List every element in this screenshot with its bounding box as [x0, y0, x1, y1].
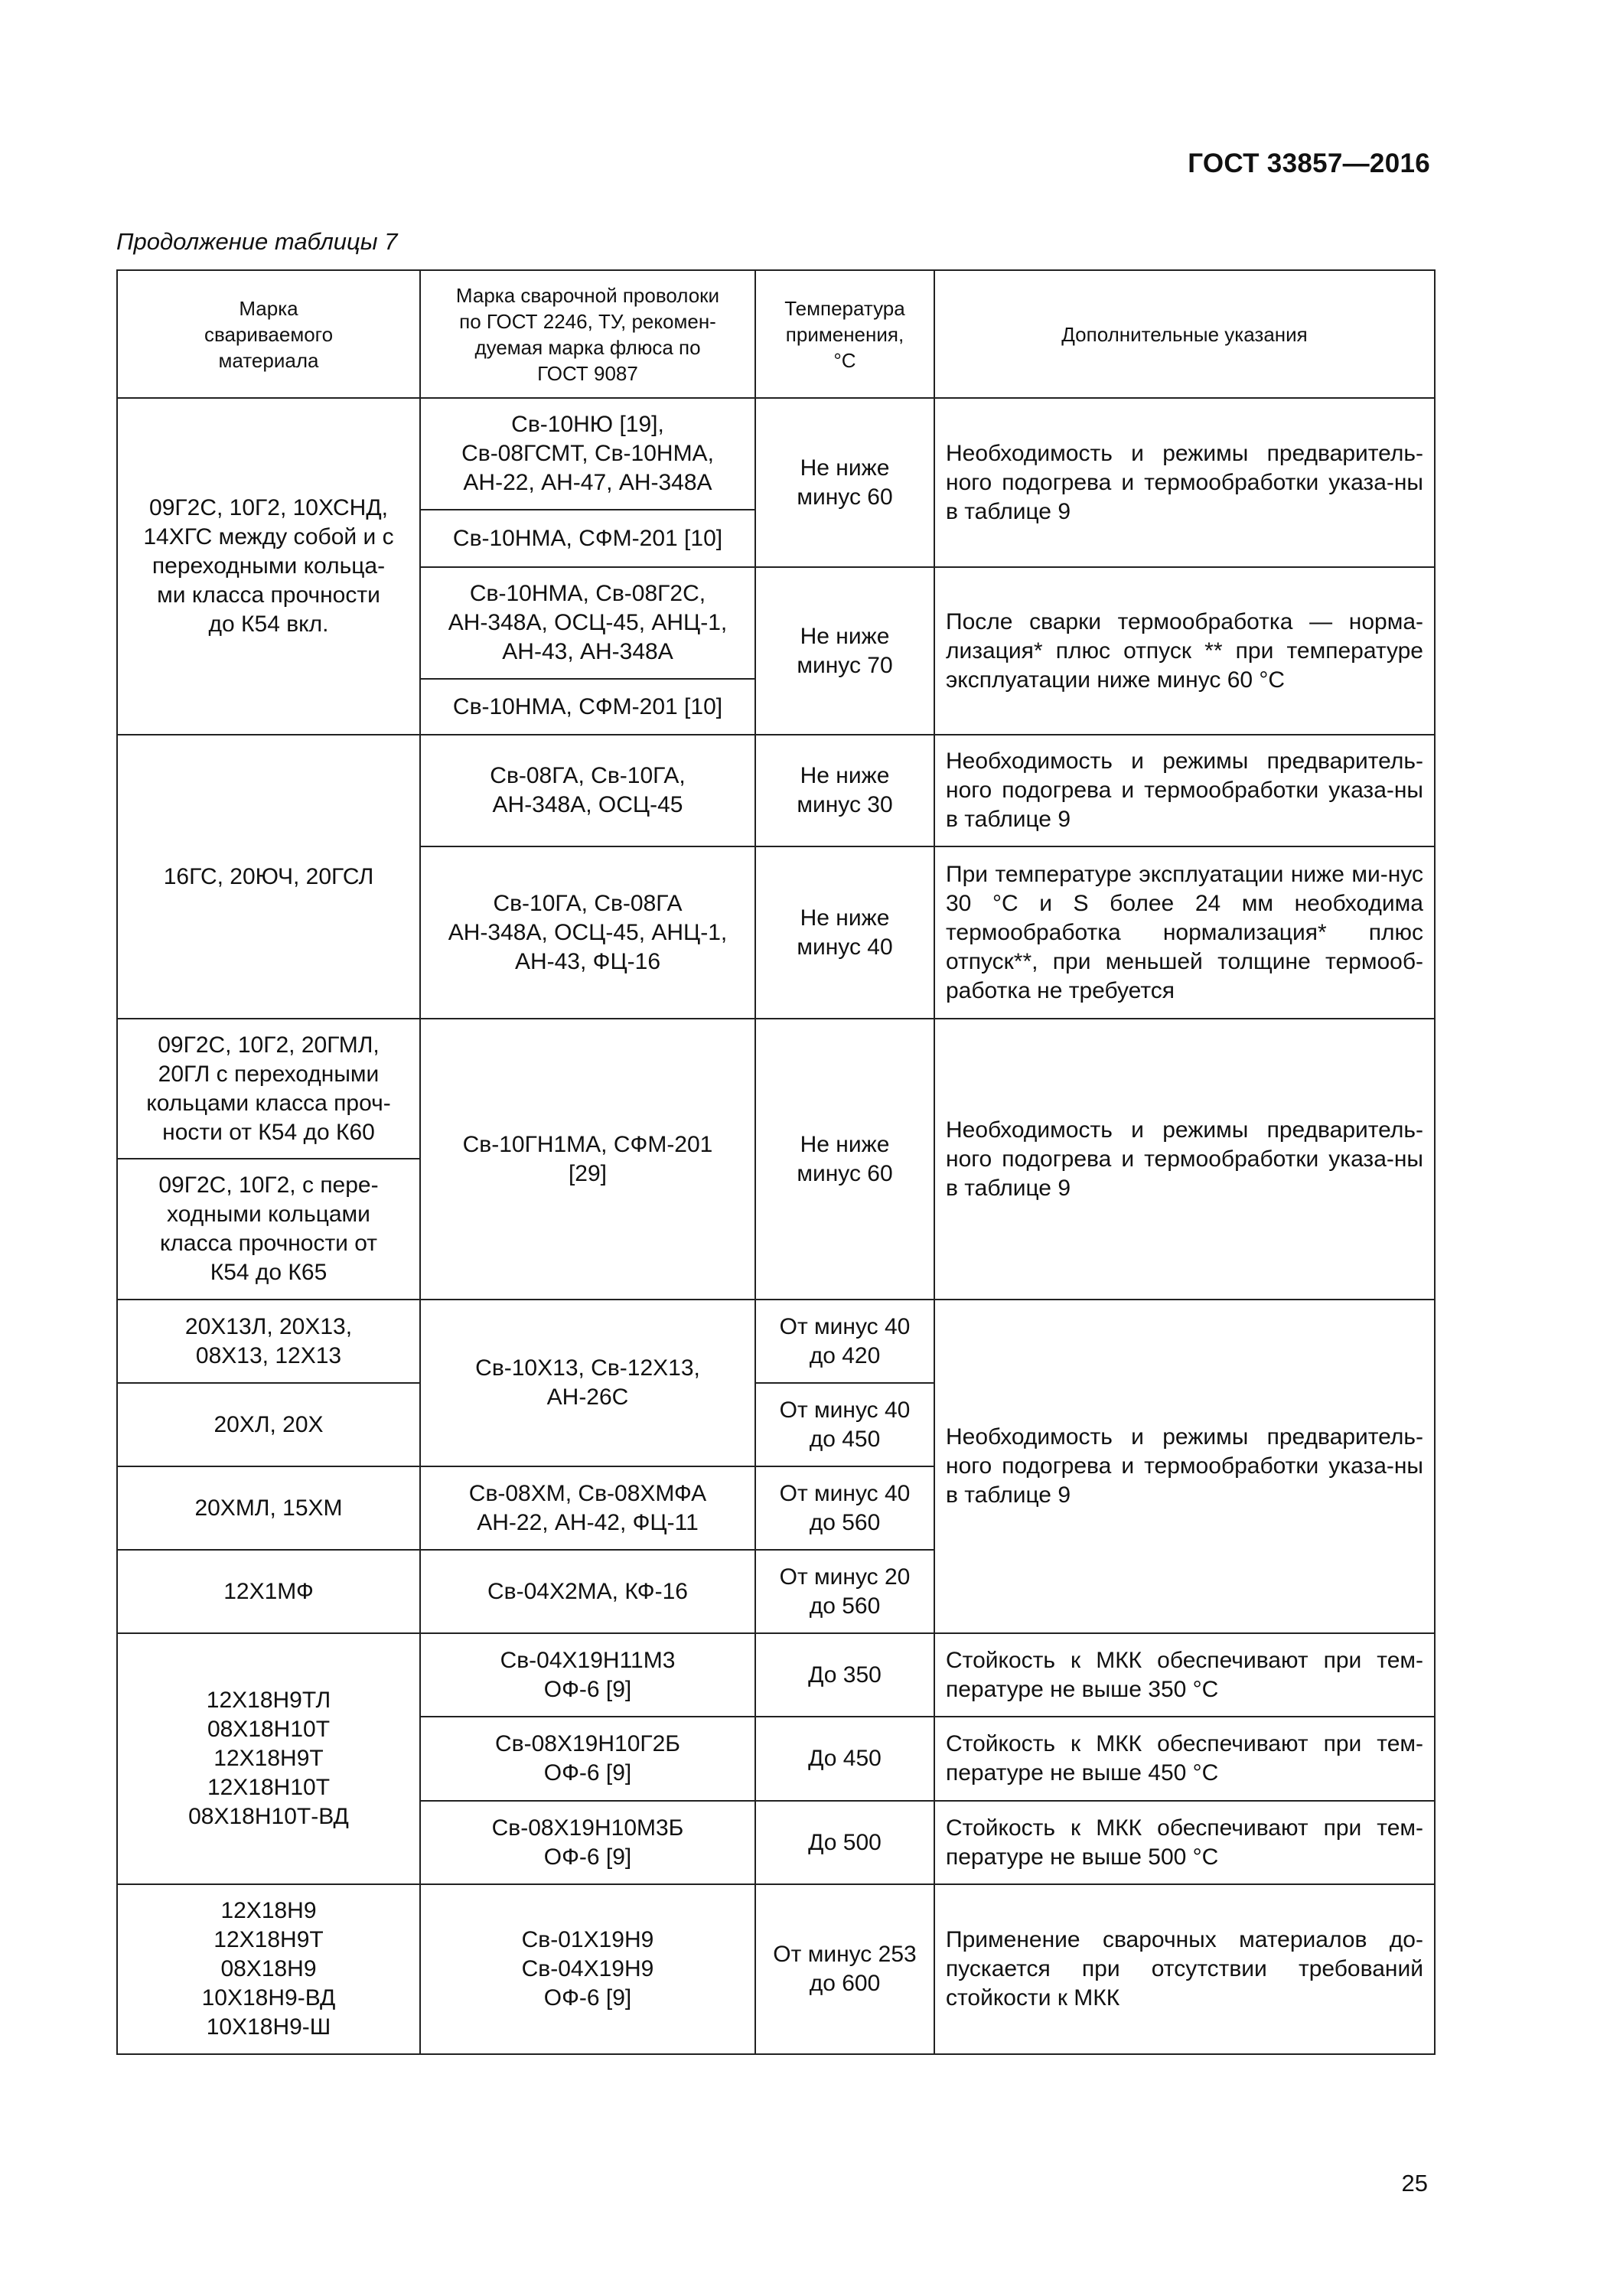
note-cell: После сварки термообработка — норма-лизация* плюс отпуск ** при температуре эксплуатации ниже минус 60 °С [934, 567, 1435, 735]
table-header-row [117, 270, 1435, 398]
column-header: Марка сварочной проволоки по ГОСТ 2246, ТУ, рекомен- дуемая марка флюса по ГОСТ 9087 [420, 270, 755, 398]
note-cell: Необходимость и режимы предваритель-ного подогрева и термообработки указа-ны в таблице 9 [934, 1019, 1435, 1300]
welding-materials-table [116, 269, 1436, 2055]
temperature-cell: От минус 40 до 560 [755, 1466, 934, 1550]
material-cell: 20ХЛ, 20Х [117, 1383, 420, 1466]
page-number: 25 [1401, 2170, 1428, 2197]
material-cell: 20Х13Л, 20Х13, 08Х13, 12Х13 [117, 1300, 420, 1383]
table-row [117, 1884, 1435, 2054]
temperature-cell: До 450 [755, 1717, 934, 1801]
temperature-cell: Не ниже минус 30 [755, 735, 934, 846]
wire-cell: Св-10НМА, Св-08Г2С, АН-348А, ОСЦ-45, АНЦ-1, АН-43, АН-348А [420, 567, 755, 679]
table-row [117, 1633, 1435, 1717]
wire-cell: Св-10ГА, Св-08ГА АН-348А, ОСЦ-45, АНЦ-1, АН-43, ФЦ-16 [420, 846, 755, 1019]
wire-cell: Св-10НЮ [19], Св-08ГСМТ, Св-10НМА, АН-22, АН-47, АН-348А [420, 398, 755, 510]
note-cell: Необходимость и режимы предваритель-ного подогрева и термообработки указа-ны в таблице 9 [934, 735, 1435, 846]
wire-cell: Св-10Х13, Св-12Х13, АН-26С [420, 1300, 755, 1466]
note-cell: Стойкость к МКК обеспечивают при тем-пературе не выше 350 °С [934, 1633, 1435, 1717]
column-header: Марка свариваемого материала [117, 270, 420, 398]
column-header: Температура применения, °С [755, 270, 934, 398]
temperature-cell: От минус 20 до 560 [755, 1550, 934, 1633]
note-cell: Применение сварочных материалов до-пускается при отсутствии требований стойкости к МКК [934, 1884, 1435, 2054]
temperature-cell: Не ниже минус 70 [755, 567, 934, 735]
table-row [117, 398, 1435, 510]
note-cell: Стойкость к МКК обеспечивают при тем-пературе не выше 450 °С [934, 1717, 1435, 1801]
temperature-cell: До 350 [755, 1633, 934, 1717]
wire-cell: Св-04Х19Н11М3 ОФ-6 [9] [420, 1633, 755, 1717]
temperature-cell: Не ниже минус 60 [755, 1019, 934, 1300]
table-row [117, 1019, 1435, 1159]
wire-cell: Св-08ГА, Св-10ГА, АН-348А, ОСЦ-45 [420, 735, 755, 846]
material-cell: 12Х18Н9 12Х18Н9Т 08Х18Н9 10Х18Н9-ВД 10Х18Н9-Ш [117, 1884, 420, 2054]
material-cell: 09Г2С, 10Г2, 10ХСНД, 14ХГС между собой и с переходными кольца- ми класса прочности до К54 вкл. [117, 398, 420, 735]
wire-cell: Св-08Х19Н10М3Б ОФ-6 [9] [420, 1801, 755, 1884]
note-cell: Необходимость и режимы предваритель-ного подогрева и термообработки указа-ны в таблице 9 [934, 398, 1435, 567]
temperature-cell: От минус 40 до 420 [755, 1300, 934, 1383]
table-row [117, 735, 1435, 846]
wire-cell: Св-10НМА, СФМ-201 [10] [420, 679, 755, 735]
material-cell: 12Х18Н9ТЛ 08Х18Н10Т 12Х18Н9Т 12Х18Н10Т 08Х18Н10Т-ВД [117, 1633, 420, 1884]
table-row [117, 1300, 1435, 1383]
temperature-cell: От минус 253 до 600 [755, 1884, 934, 2054]
wire-cell: Св-01Х19Н9 Св-04Х19Н9 ОФ-6 [9] [420, 1884, 755, 2054]
document-number: ГОСТ 33857—2016 [1188, 148, 1430, 178]
wire-cell: Св-10НМА, СФМ-201 [10] [420, 510, 755, 567]
note-cell: При температуре эксплуатации ниже ми-нус 30 °С и S более 24 мм необходима термообработка нормализация* плюс отпуск**, при меньшей толщине термооб-работка не требуется [934, 846, 1435, 1019]
temperature-cell: От минус 40 до 450 [755, 1383, 934, 1466]
material-cell: 20ХМЛ, 15ХМ [117, 1466, 420, 1550]
temperature-cell: Не ниже минус 40 [755, 846, 934, 1019]
note-cell: Стойкость к МКК обеспечивают при тем-пературе не выше 500 °С [934, 1801, 1435, 1884]
wire-cell: Св-04Х2МА, КФ-16 [420, 1550, 755, 1633]
note-cell: Необходимость и режимы предваритель-ного подогрева и термообработки указа-ны в таблице 9 [934, 1300, 1435, 1633]
temperature-cell: Не ниже минус 60 [755, 398, 934, 567]
wire-cell: Св-10ГН1МА, СФМ-201 [29] [420, 1019, 755, 1300]
material-cell: 09Г2С, 10Г2, с пере- ходными кольцами класса прочности от К54 до К65 [117, 1159, 420, 1300]
material-cell: 16ГС, 20ЮЧ, 20ГСЛ [117, 735, 420, 1019]
material-cell: 12Х1МФ [117, 1550, 420, 1633]
wire-cell: Св-08Х19Н10Г2Б ОФ-6 [9] [420, 1717, 755, 1801]
temperature-cell: До 500 [755, 1801, 934, 1884]
table-continuation-caption: Продолжение таблицы 7 [116, 228, 398, 255]
material-cell: 09Г2С, 10Г2, 20ГМЛ, 20ГЛ с переходными кольцами класса проч- ности от К54 до К60 [117, 1019, 420, 1159]
column-header: Дополнительные указания [934, 270, 1435, 398]
wire-cell: Св-08ХМ, Св-08ХМФА АН-22, АН-42, ФЦ-11 [420, 1466, 755, 1550]
